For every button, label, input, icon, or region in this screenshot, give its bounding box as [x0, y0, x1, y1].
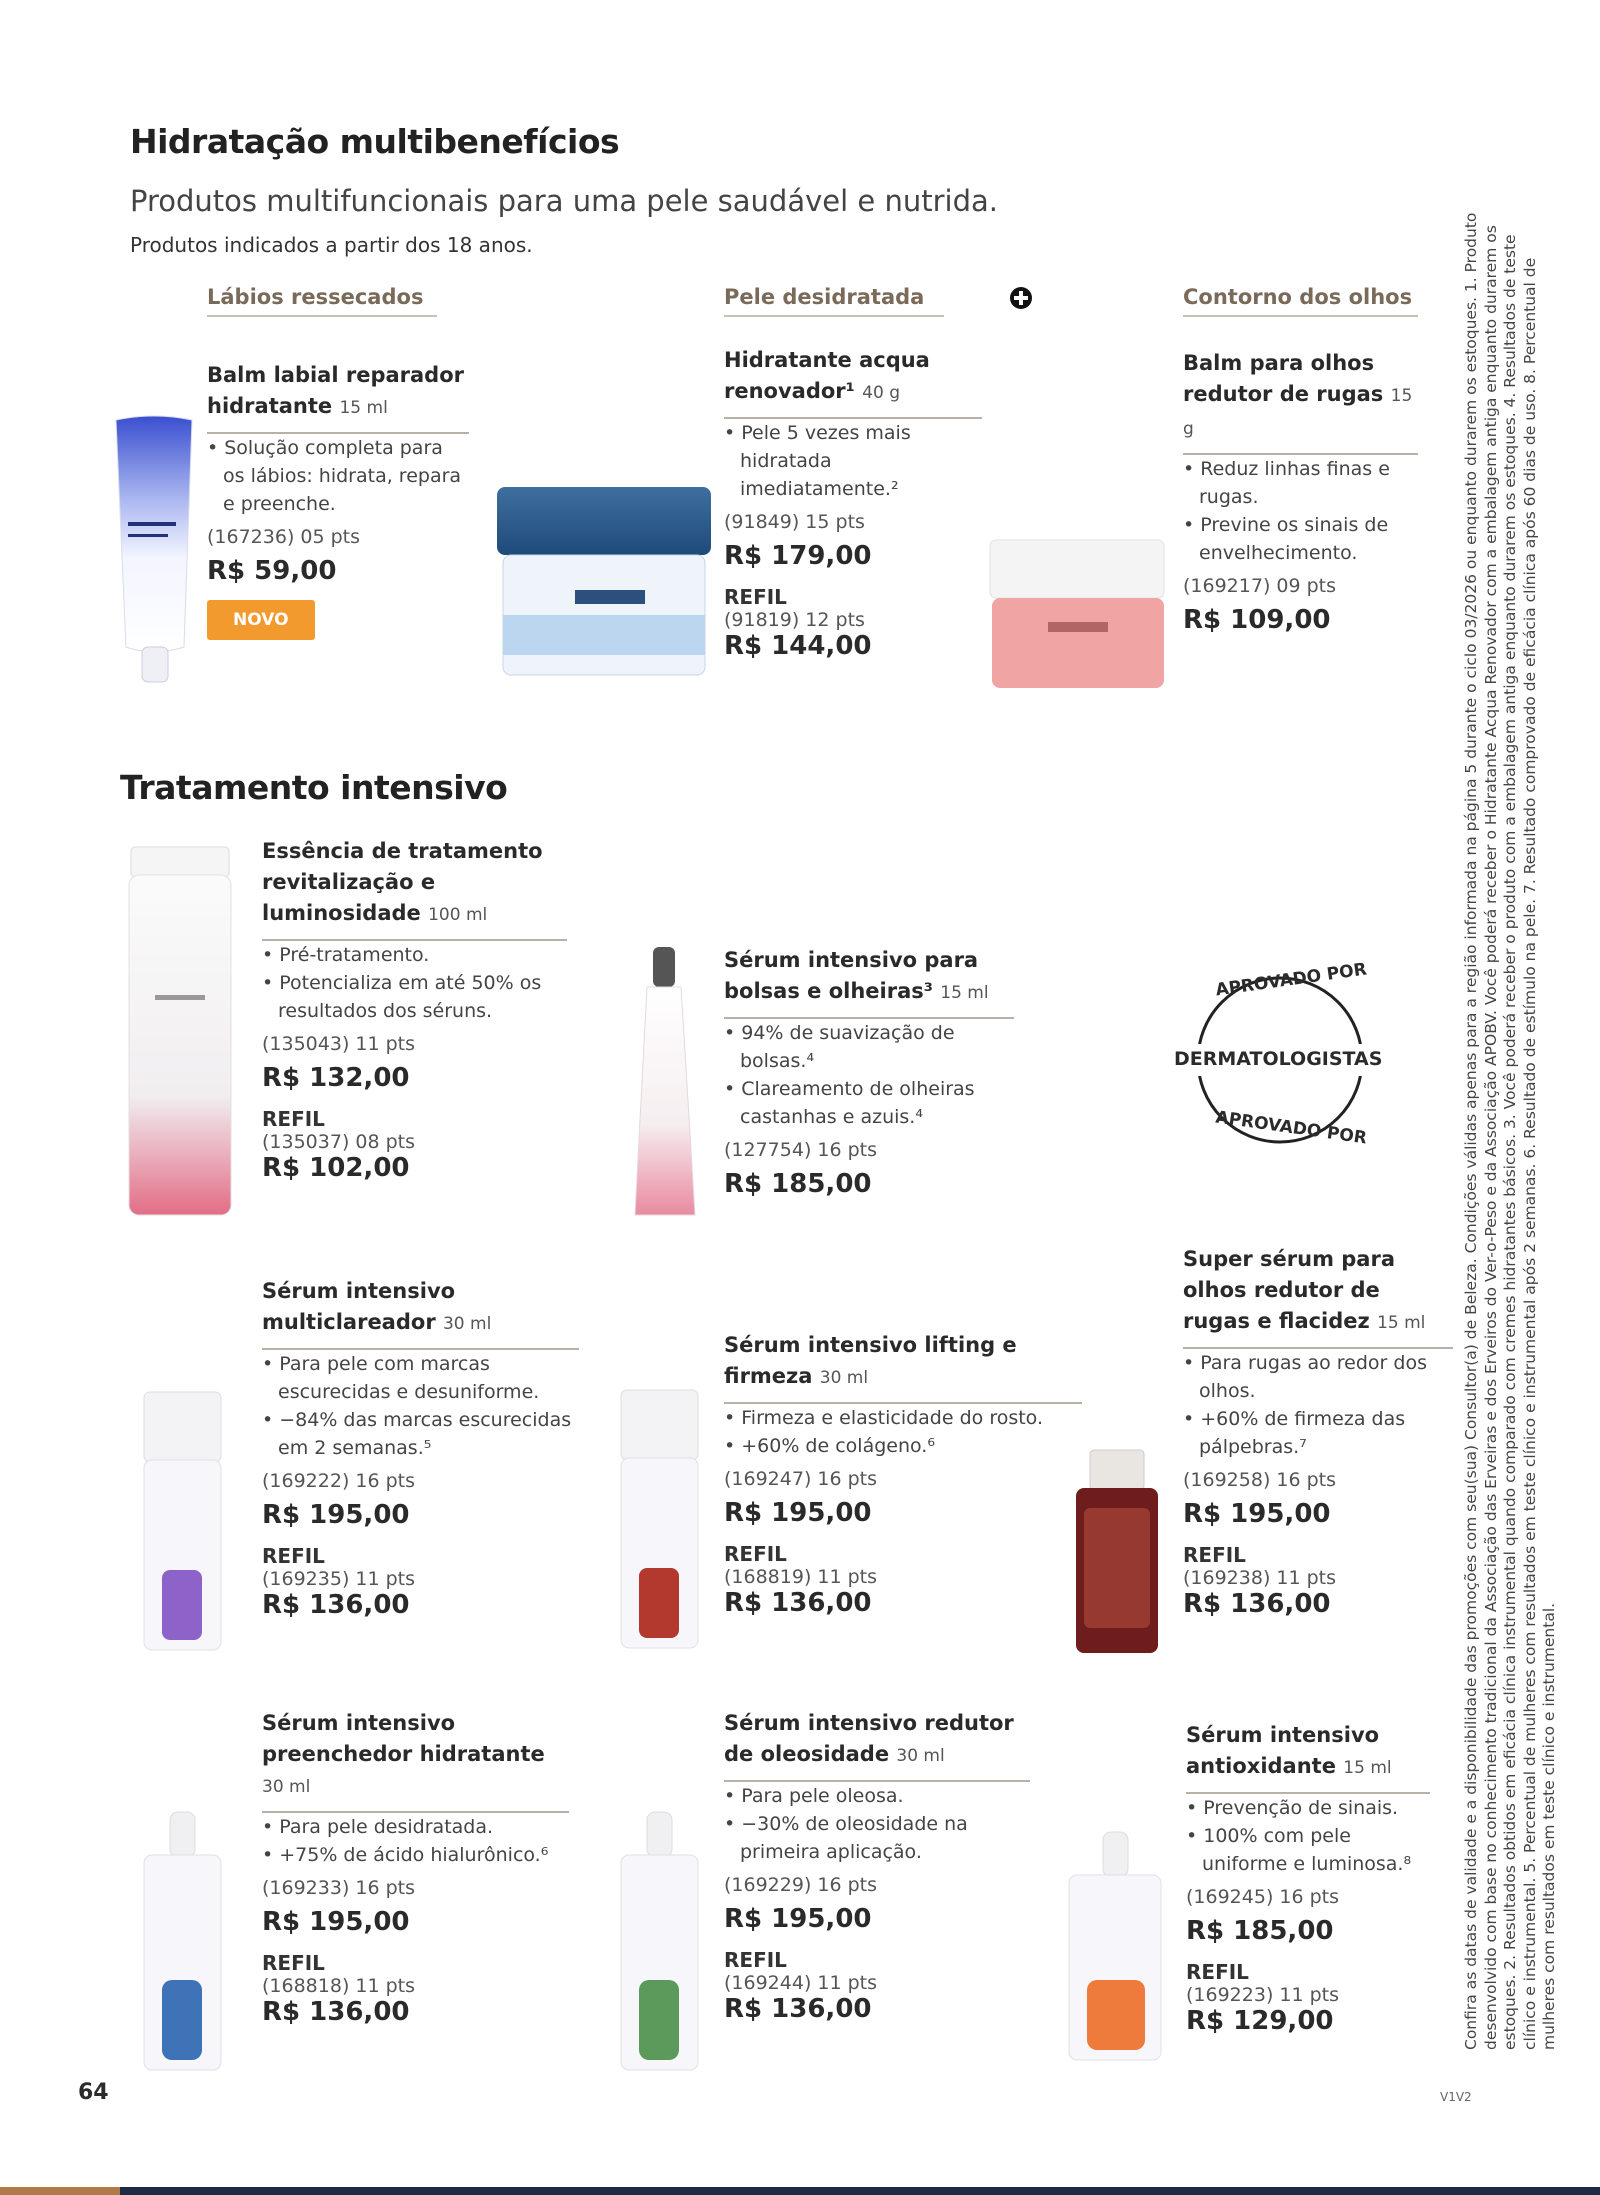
preenchedor-dropper-image — [140, 1810, 225, 2075]
refil-code: (169238) 11 pts — [1183, 1567, 1337, 1589]
product-card-lifting[interactable] — [724, 1330, 1082, 1618]
product-code: (169245) 16 pts — [1186, 1886, 1340, 1908]
product-bullet: • 100% com pele uniforme e luminosa.⁸ — [1186, 1825, 1412, 1875]
product-name: Essência de tratamento revitalização e luminosidade 100 ml — [262, 836, 567, 941]
product-code: (91849) 15 pts — [724, 511, 865, 533]
stamp-bottom-text: APROVADO POR — [1214, 1107, 1369, 1149]
product-card-antioxidante[interactable] — [1186, 1720, 1430, 2036]
product-bullet: • Potencializa em até 50% os resultados dos séruns. — [262, 972, 542, 1022]
product-price: R$ 59,00 — [207, 556, 337, 586]
refil-label: REFIL — [724, 1542, 787, 1566]
category-eyes: Contorno dos olhos — [1183, 285, 1418, 317]
page-title: Hidratação multibenefícios — [130, 122, 620, 161]
product-name: Sérum intensivo redutor de oleosidade 30 ml — [724, 1708, 1030, 1782]
product-price: R$ 132,00 — [262, 1063, 410, 1093]
product-price: R$ 195,00 — [1183, 1499, 1331, 1529]
refil-label: REFIL — [262, 1951, 325, 1975]
product-name: Balm labial reparador hidratante 15 ml — [207, 360, 469, 434]
refil-price: R$ 129,00 — [1186, 2006, 1334, 2036]
refil-price: R$ 144,00 — [724, 631, 872, 661]
product-code: (135043) 11 pts — [262, 1033, 416, 1055]
product-code: (169222) 16 pts — [262, 1470, 416, 1492]
product-bullet: • Para pele oleosa. — [724, 1785, 904, 1807]
legal-disclaimer: Confira as datas de validade e a disponibilidade das promoções com seu(sua) Consultor(a) de Beleza. Condições válidas apenas para a região informada na página 5 durante o ciclo 03/2026 ou enquanto durarem os estoques. 1. Produto desenvolvido com base no conhecimento tradicional da Associação das Erveiras e dos Erveiros do Ver-o-Peso e da Associação APOBV. Você poderá receber o Hidratante Acqua Renovador com a embalagem antiga enquanto durarem os estoques. 2. Resultados obtidos em eficácia clínica instrumental quando comparado com cremes hidratantes básicos. 3. Você poderá receber o produto com a embalagem antiga enquanto durarem os estoques. 4. Resultados de teste clínico e instrumental. 5. Percentual de mulheres com resultados em teste clínico e instrumental após 2 semanas. 6. Resultado de estímulo na pele. 7. Resultado comprovado de eficácia clínica após 60 dias de uso. 8. Percentual de mulheres com resultados em teste clínico e instrumental. — [1462, 212, 1558, 2050]
product-bullet: • Para pele desidratada. — [262, 1816, 494, 1838]
age-note: Produtos indicados a partir dos 18 anos. — [130, 233, 533, 257]
product-bullet: • Clareamento de olheiras castanhas e azuis.⁴ — [724, 1078, 975, 1128]
product-price: R$ 195,00 — [724, 1498, 872, 1528]
product-card-balm-olhos[interactable] — [1183, 348, 1418, 635]
product-name: Sérum intensivo antioxidante 15 ml — [1186, 1720, 1430, 1794]
refil-label: REFIL — [724, 1948, 787, 1972]
product-bullet: • +60% de colágeno.⁶ — [724, 1435, 935, 1457]
product-bullet: • −84% das marcas escurecidas em 2 semanas.⁵ — [262, 1409, 572, 1459]
product-price: R$ 195,00 — [262, 1907, 410, 1937]
product-card-multiclareador[interactable] — [262, 1276, 579, 1620]
refil-label: REFIL — [1183, 1543, 1246, 1567]
category-dry-skin: Pele desidratada — [724, 285, 944, 317]
product-price: R$ 185,00 — [1186, 1916, 1334, 1946]
product-code: (169233) 16 pts — [262, 1877, 416, 1899]
refil-code: (169244) 11 pts — [724, 1972, 878, 1994]
product-name: Hidratante acqua renovador¹ 40 g — [724, 345, 982, 419]
product-bullet: • +75% de ácido hialurônico.⁶ — [262, 1844, 549, 1866]
refil-code: (168819) 11 pts — [724, 1566, 878, 1588]
product-price: R$ 195,00 — [724, 1904, 872, 1934]
refil-code: (169235) 11 pts — [262, 1568, 416, 1590]
dermatologist-approval-stamp — [1170, 950, 1390, 1170]
refil-price: R$ 136,00 — [724, 1994, 872, 2024]
product-card-super-serum[interactable] — [1183, 1244, 1453, 1619]
product-code: (169229) 16 pts — [724, 1874, 878, 1896]
category-lips: Lábios ressecados — [207, 285, 437, 317]
product-bullet: • +60% de firmeza das pálpebras.⁷ — [1183, 1408, 1406, 1458]
product-code: (169217) 09 pts — [1183, 575, 1337, 597]
product-code: (127754) 16 pts — [724, 1139, 878, 1161]
page-number: 64 — [78, 2080, 109, 2105]
product-card-acqua[interactable] — [724, 345, 982, 661]
product-card-balm-labial[interactable] — [207, 360, 469, 640]
antioxidante-dropper-image — [1065, 1830, 1165, 2065]
product-code: (169247) 16 pts — [724, 1468, 878, 1490]
refil-label: REFIL — [724, 585, 787, 609]
multiclareador-serum-image — [140, 1390, 225, 1655]
product-name: Sérum intensivo lifting e firmeza 30 ml — [724, 1330, 1082, 1404]
refil-price: R$ 136,00 — [262, 1590, 410, 1620]
plus-circle-icon[interactable] — [1008, 285, 1034, 311]
super-eye-serum-image — [1072, 1448, 1162, 1658]
product-card-essencia[interactable] — [262, 836, 567, 1183]
lip-balm-tube-image — [112, 412, 196, 702]
version-code: V1V2 — [1440, 2090, 1472, 2104]
product-name: Sérum intensivo preenchedor hidratante 30 ml — [262, 1708, 569, 1813]
product-bullet: • Pele 5 vezes mais hidratada imediatamente.² — [724, 422, 911, 500]
product-bullet: • Para rugas ao redor dos olhos. — [1183, 1352, 1427, 1402]
product-bullet: • Reduz linhas finas e rugas. — [1183, 458, 1390, 508]
product-price: R$ 109,00 — [1183, 605, 1331, 635]
refil-code: (169223) 11 pts — [1186, 1984, 1340, 2006]
product-name: Super sérum para olhos redutor de rugas e flacidez 15 ml — [1183, 1244, 1453, 1349]
refil-code: (135037) 08 pts — [262, 1131, 416, 1153]
lifting-serum-image — [617, 1388, 702, 1653]
essence-bottle-image — [125, 845, 235, 1220]
refil-code: (91819) 12 pts — [724, 609, 865, 631]
refil-label: REFIL — [262, 1544, 325, 1568]
product-bullet: • Solução completa para os lábios: hidrata, repara e preenche. — [207, 437, 462, 515]
product-bullet: • 94% de suavização de bolsas.⁴ — [724, 1022, 955, 1072]
product-code: (167236) 05 pts — [207, 526, 361, 548]
product-code: (169258) 16 pts — [1183, 1469, 1337, 1491]
product-card-bolsas[interactable] — [724, 945, 1014, 1199]
product-name: Sérum intensivo multiclareador 30 ml — [262, 1276, 579, 1350]
product-bullet: • −30% de oleosidade na primeira aplicação. — [724, 1813, 968, 1863]
refil-price: R$ 136,00 — [724, 1588, 872, 1618]
refil-code: (168818) 11 pts — [262, 1975, 416, 1997]
product-card-preenchedor[interactable] — [262, 1708, 569, 2027]
stamp-middle-text: DERMATOLOGISTAS — [1174, 1048, 1383, 1070]
product-bullet: • Previne os sinais de envelhecimento. — [1183, 514, 1389, 564]
refil-label: REFIL — [262, 1107, 325, 1131]
eye-balm-jar-image — [988, 538, 1168, 698]
product-bullet: • Firmeza e elasticidade do rosto. — [724, 1407, 1044, 1429]
refil-price: R$ 136,00 — [262, 1997, 410, 2027]
oleosidade-dropper-image — [617, 1810, 702, 2075]
page-subtitle: Produtos multifuncionais para uma pele saudável e nutrida. — [130, 184, 998, 218]
refil-price: R$ 102,00 — [262, 1153, 410, 1183]
product-price: R$ 179,00 — [724, 541, 872, 571]
footer-bar — [0, 2187, 1600, 2195]
eye-serum-tube-image — [625, 945, 705, 1225]
refil-label: REFIL — [1186, 1960, 1249, 1984]
acqua-cream-jar-image — [495, 485, 715, 695]
new-badge: NOVO — [207, 600, 315, 640]
product-card-oleosidade[interactable] — [724, 1708, 1030, 2024]
refil-price: R$ 136,00 — [1183, 1589, 1331, 1619]
product-price: R$ 185,00 — [724, 1169, 872, 1199]
product-name: Sérum intensivo para bolsas e olheiras³ 15 ml — [724, 945, 1014, 1019]
product-bullet: • Para pele com marcas escurecidas e desuniforme. — [262, 1353, 540, 1403]
section-title: Tratamento intensivo — [120, 768, 508, 807]
product-bullet: • Pré-tratamento. — [262, 944, 430, 966]
product-name: Balm para olhos redutor de rugas 15 g — [1183, 348, 1418, 455]
product-price: R$ 195,00 — [262, 1500, 410, 1530]
product-bullet: • Prevenção de sinais. — [1186, 1797, 1399, 1819]
stamp-top-text: APROVADO POR — [1214, 959, 1369, 1001]
